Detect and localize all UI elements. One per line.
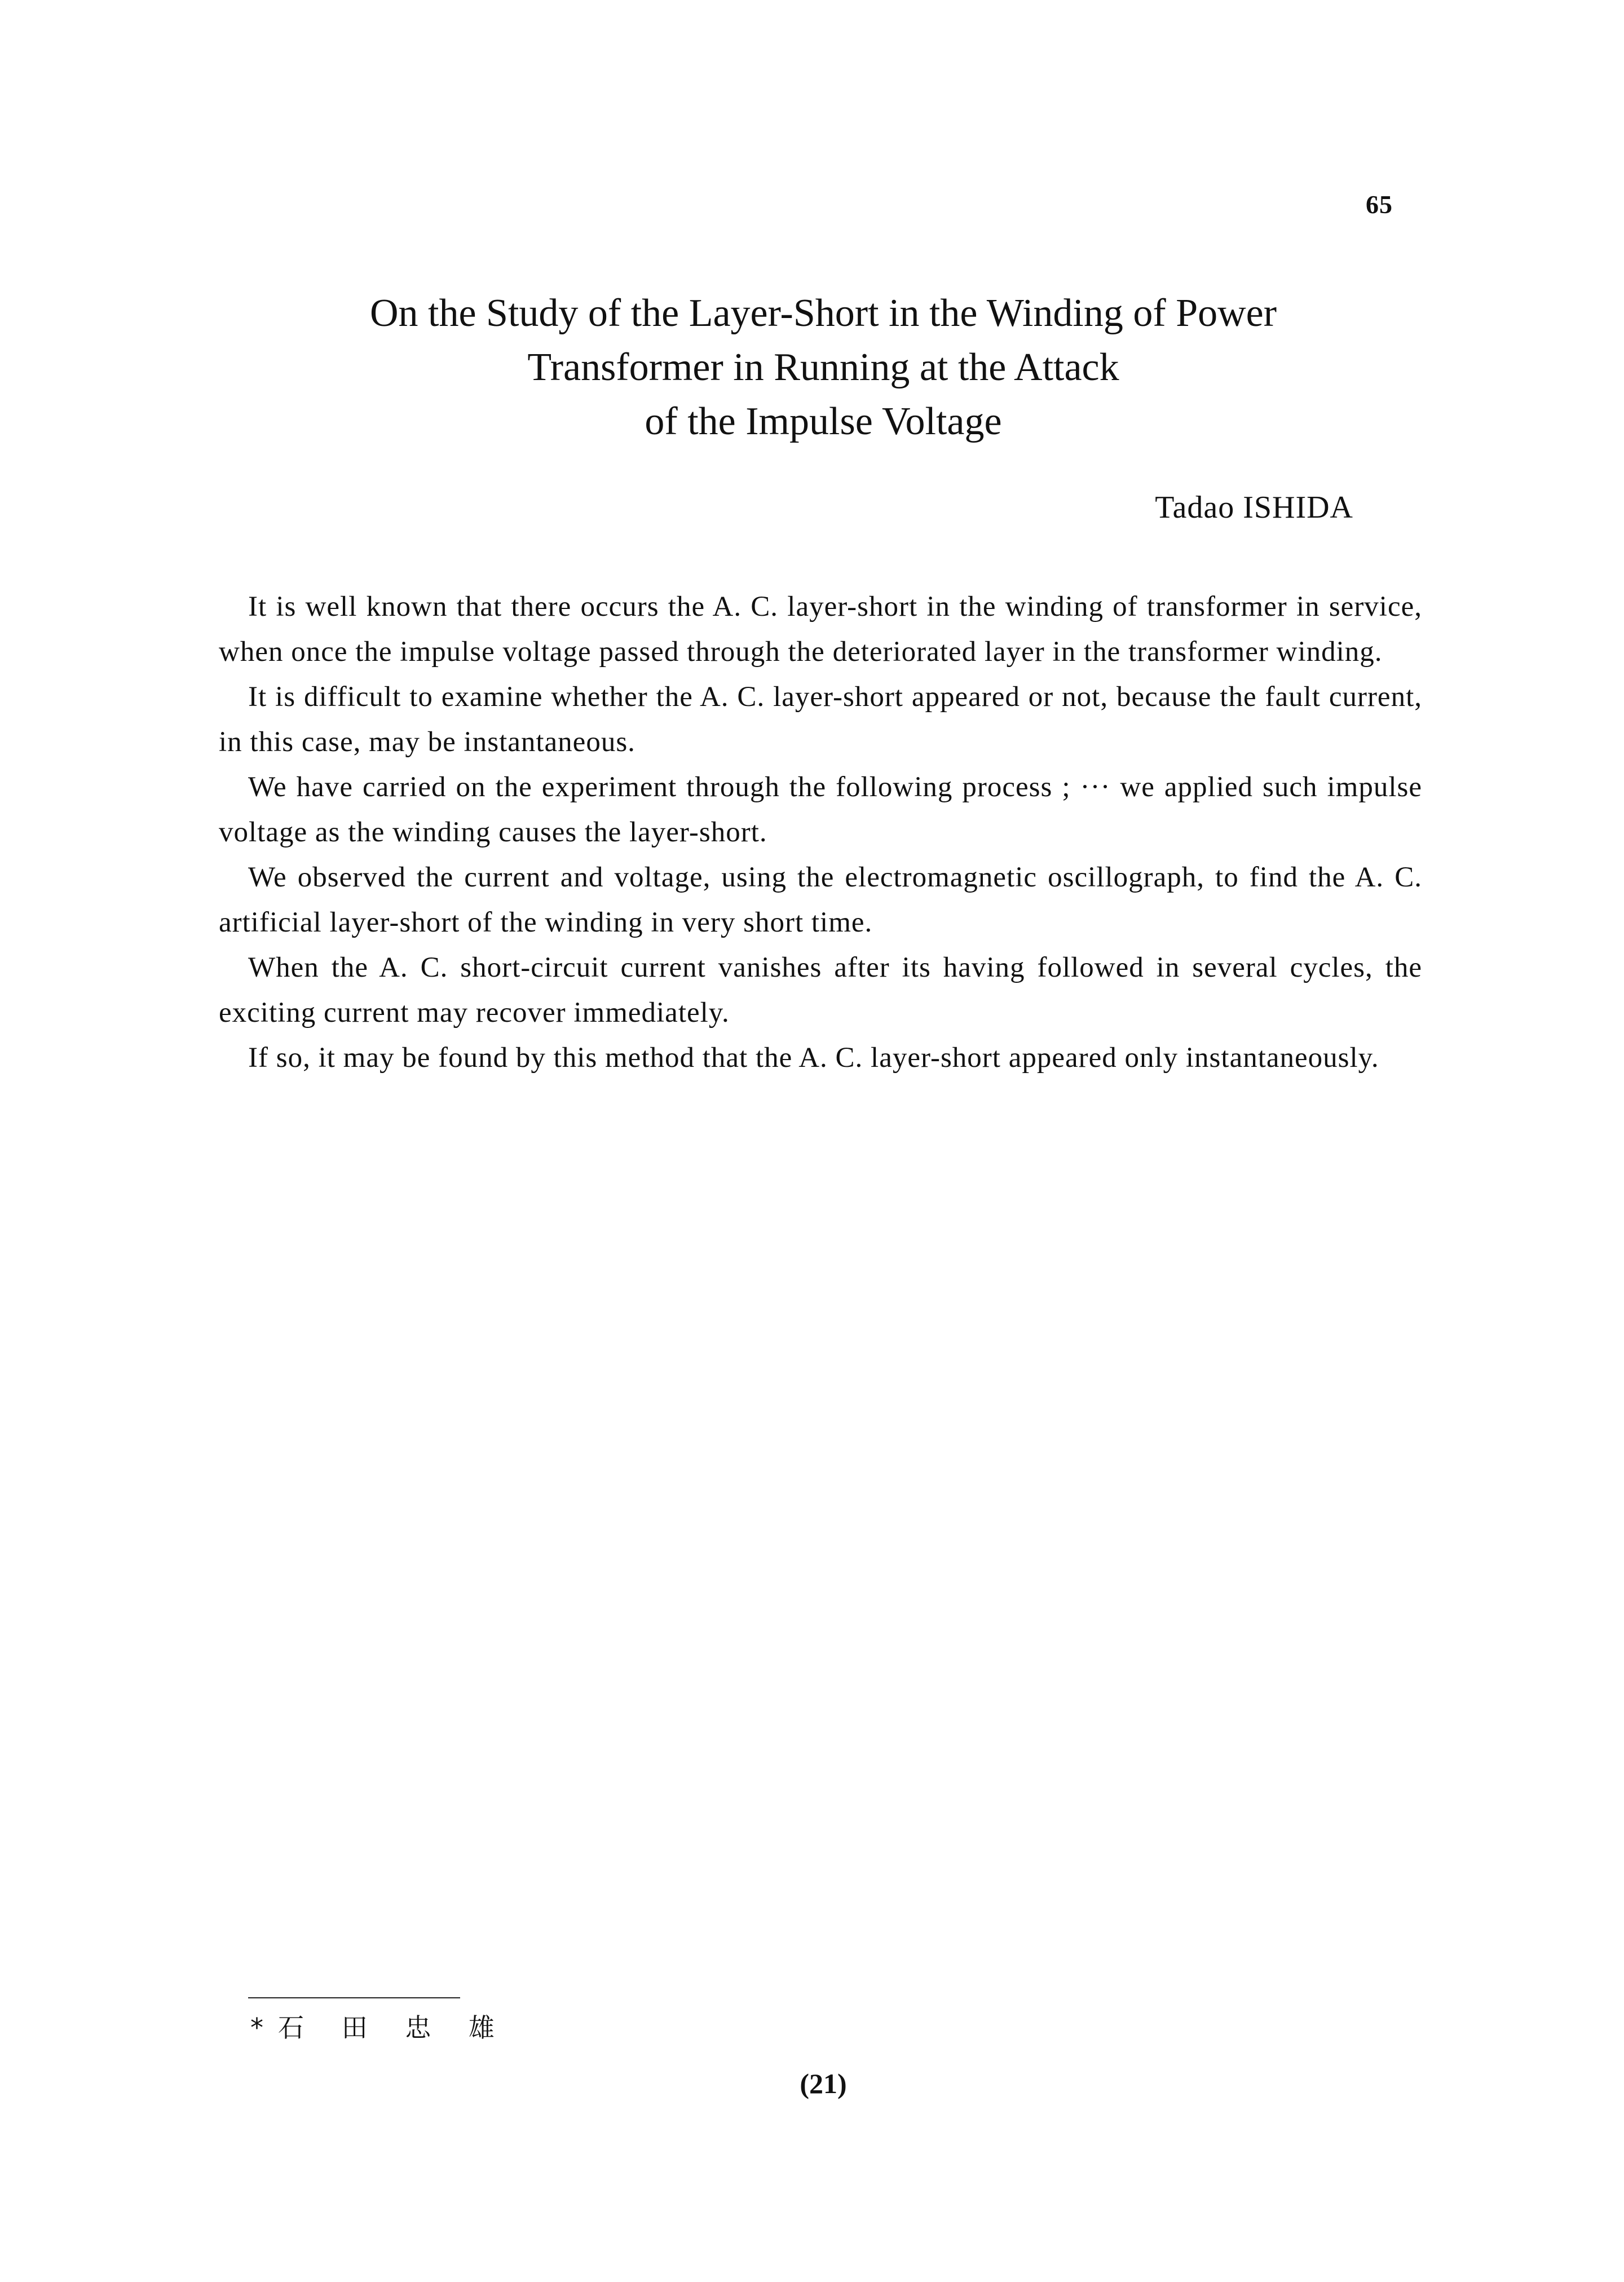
paragraph: When the A. C. short-circuit current vanishes after its having followed in several cycles, the exciting current may recover immediately. <box>219 952 1422 1029</box>
folio-number: (21) <box>800 2068 847 2099</box>
footnote-divider <box>248 1997 460 1998</box>
paragraph: If so, it may be found by this method that the A. C. layer-short appeared only instantaneously. <box>248 1042 1379 1074</box>
author-name: Tadao ISHIDA <box>1155 490 1353 525</box>
paragraph: It is difficult to examine whether the A. C. layer-short appeared or not, because the fault current, in this case, may be instantaneous. <box>219 681 1422 758</box>
paragraph: It is well known that there occurs the A. C. layer-short in the winding of transformer in service, when once the impulse voltage passed through the deteriorated layer in the transformer winding. <box>219 591 1422 668</box>
footnote-author-kanji: *石 田 忠 雄 <box>250 2012 509 2043</box>
paper-title <box>0 286 1624 449</box>
title-line: On the Study of the Layer-Short in the Winding of Power <box>369 292 1277 335</box>
page-number: 65 <box>1366 190 1393 219</box>
title-line: Transformer in Running at the Attack <box>527 346 1119 389</box>
paragraph: We observed the current and voltage, using the electromagnetic oscillograph, to find the A. C. artificial layer-short of the winding in very short time. <box>219 862 1422 938</box>
abstract-body <box>219 584 1422 1080</box>
title-line: of the Impulse Voltage <box>645 400 1002 443</box>
paragraph: We have carried on the experiment through the following process ; ··· we applied such impulse voltage as the winding causes the layer-short. <box>219 771 1422 848</box>
